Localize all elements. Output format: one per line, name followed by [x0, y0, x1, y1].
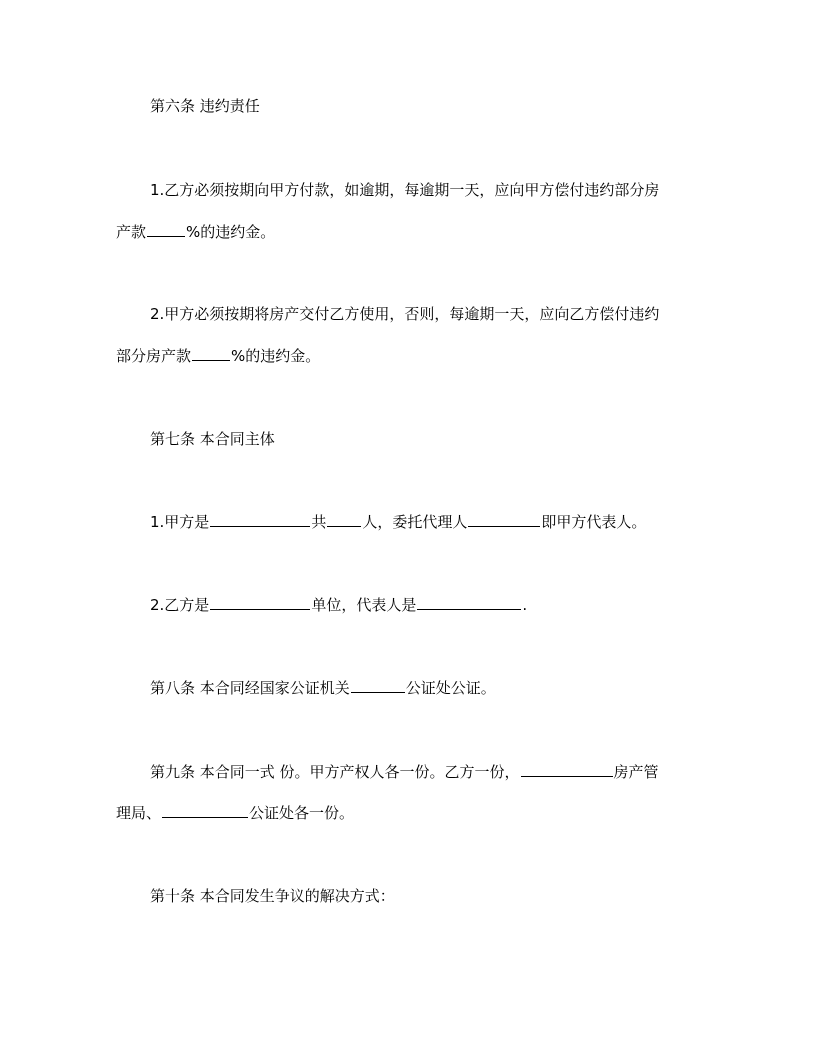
blank-line	[162, 803, 248, 818]
article-8	[150, 678, 740, 698]
article-7-item-1-a: 1.甲方是	[150, 513, 210, 531]
article-7-item-2-a: 2.乙方是	[150, 596, 210, 614]
blank-line	[210, 512, 310, 527]
article-6-item-2-text-2b: %的违约金。	[231, 347, 321, 365]
article-7-heading	[150, 429, 740, 449]
article-9-d: 公证处各一份。	[249, 804, 355, 822]
blank-line	[417, 595, 521, 610]
article-6-item-2-text-2a: 部分房产款	[116, 347, 192, 365]
article-10-heading	[150, 886, 740, 906]
article-6-heading	[150, 96, 740, 116]
blank-line	[327, 512, 361, 527]
article-6-item-2-text: 2.甲方必须按期将房产交付乙方使用，否则，每逾期一天，应向乙方偿付违约	[150, 305, 660, 323]
article-6-title: 第六条 违约责任	[150, 97, 260, 115]
article-7-item-2-c: .	[522, 596, 528, 614]
article-7-item-2	[150, 595, 740, 615]
article-6-item-1-line-1	[150, 180, 740, 200]
blank-line	[210, 595, 310, 610]
article-7-item-2-b: 单位，代表人是	[311, 596, 417, 614]
article-7-item-1	[150, 512, 740, 532]
article-9-c: 理局、	[116, 804, 162, 822]
blank-line	[468, 512, 540, 527]
article-9-a: 第九条 本合同一式 份。甲方产权人各一份。乙方一份，	[150, 763, 520, 781]
article-6-item-1-text: 1.乙方必须按期向甲方付款，如逾期，每逾期一天，应向甲方偿付违约部分房	[150, 181, 660, 199]
article-6-item-1-text-2b: %的违约金。	[186, 223, 276, 241]
blank-line	[147, 222, 185, 237]
blank-line	[351, 678, 405, 693]
article-7-item-1-d: 即甲方代表人。	[541, 513, 647, 531]
article-9-line-2	[116, 803, 706, 823]
article-8-b: 公证处公证。	[405, 679, 496, 697]
article-10-title: 第十条 本合同发生争议的解决方式：	[150, 887, 395, 905]
blank-line	[521, 762, 613, 777]
article-7-item-1-b: 共	[311, 513, 327, 531]
article-9-line-1	[150, 762, 740, 782]
blank-line	[192, 346, 230, 361]
article-8-a: 第八条 本合同经国家公证机关	[150, 679, 350, 697]
article-6-item-2-line-1	[150, 304, 740, 324]
article-9-b: 房产管	[613, 763, 659, 781]
article-7-title: 第七条 本合同主体	[150, 430, 275, 448]
article-7-item-1-c: 人，委托代理人	[362, 513, 468, 531]
article-6-item-1-text-2a: 产款	[116, 223, 147, 241]
article-6-item-2-line-2	[116, 346, 706, 366]
article-6-item-1-line-2	[116, 222, 706, 242]
